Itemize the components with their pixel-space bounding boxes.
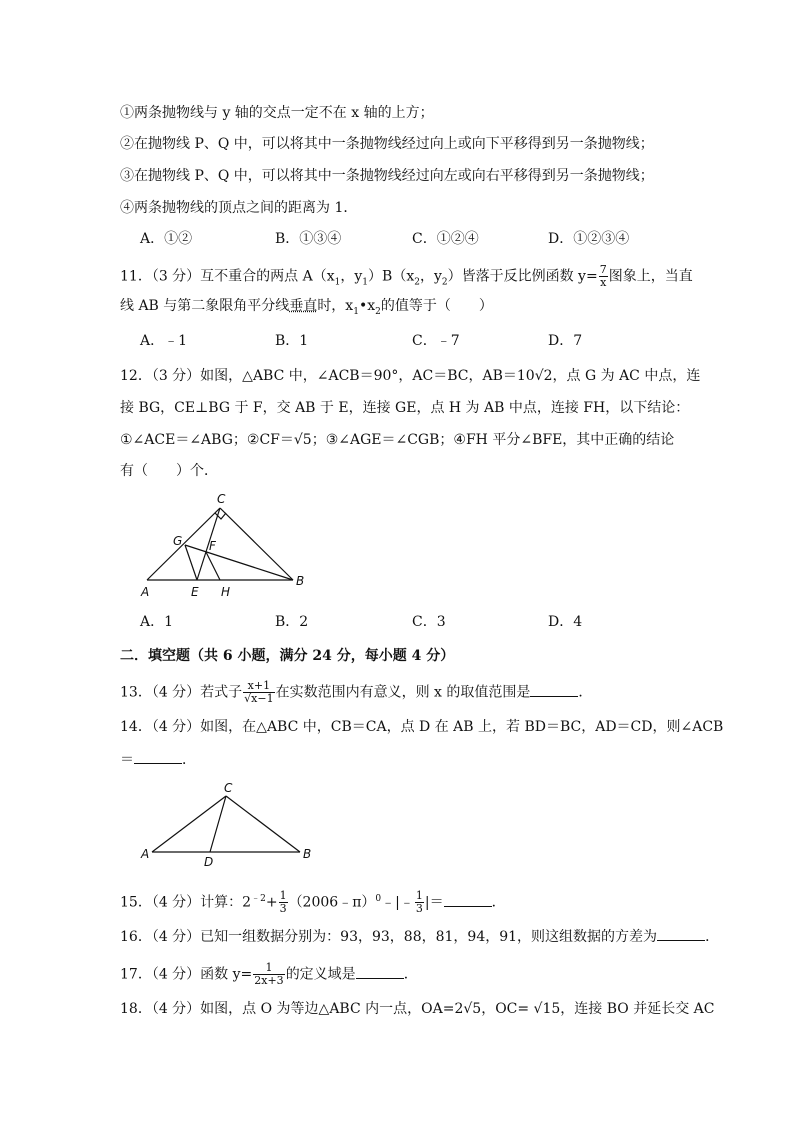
q10-option-b: B．①③④ [275, 231, 342, 247]
q10-statement-3: ③在抛物线 P、Q 中，可以将其中一条抛物线经过向左或向右平移得到另一条抛物线； [120, 168, 654, 184]
q15-fraction-1: $\frac{1}{3}$ [279, 889, 287, 916]
q14-label-c: C [224, 781, 233, 795]
q12-label-f: F [209, 539, 216, 553]
q12-line-1: 12．（3 分）如图，△ABC 中，∠ACB＝90°，AC＝BC，AB＝10√2，点 G 为 AC 中点，连 [120, 368, 701, 384]
q14-label-d: D [204, 855, 214, 868]
q14-label-a: A [141, 847, 150, 861]
q10-statement-1: ①两条抛物线与 y 轴的交点一定不在 x 轴的上方； [120, 105, 434, 121]
q13-answer-blank [530, 682, 578, 697]
q12-segment-ge [185, 545, 197, 580]
q12-figure [135, 488, 315, 603]
q14-segment-cb [226, 796, 300, 852]
q10-option-d: D．①②③④ [548, 231, 630, 247]
q15-fraction-2: $\frac{1}{3}$ [415, 889, 423, 916]
q14-figure [138, 778, 323, 868]
q12-label-a: A [141, 585, 150, 599]
q14-label-b: B [303, 847, 312, 861]
q13-fraction: $\frac{x+1}{√x-1}$ [244, 679, 274, 705]
q14-answer-blank [134, 749, 182, 764]
q15-answer-blank [444, 892, 492, 907]
q10-option-c: C．①②④ [412, 231, 479, 247]
q12-line-4: 有（ ）个． [120, 463, 218, 479]
q12-option-a: A．1 [140, 614, 174, 630]
q12-label-c: C [217, 492, 226, 506]
q17-line: 17．（4 分）函数 y= $\frac{1}{2x+3}$ 的定义域是 ． [120, 961, 418, 987]
q12-option-d: D．4 [548, 614, 583, 630]
q11-option-b: B．1 [275, 333, 309, 349]
q10-statement-2: ②在抛物线 P、Q 中，可以将其中一条抛物线经过向上或向下平移得到另一条抛物线； [120, 136, 654, 152]
q11-fraction: $\frac{7}{x}$ [599, 263, 607, 289]
q15-line: 15．（4 分）计算：$2^{﹣2}+$ $\frac{1}{3}$ （2006﹣π）$^0$﹣|﹣ $\frac{1}{3}$ |＝ ． [120, 889, 506, 916]
q17-answer-blank [356, 964, 404, 979]
q11-option-a: A．﹣1 [140, 333, 188, 349]
q14-segment-cd [210, 796, 226, 852]
q12-label-g: G [173, 534, 183, 548]
q14-line-2: ＝ ． [120, 749, 196, 770]
q12-option-c: C．3 [412, 614, 446, 630]
q12-label-e: E [191, 585, 199, 599]
q12-label-b: B [296, 574, 305, 588]
q10-statement-4: ④两条抛物线的顶点之间的距离为 1． [120, 200, 358, 216]
q11-option-d: D．7 [548, 333, 583, 349]
q14-line-1: 14．（4 分）如图，在△ABC 中，CB＝CA，点 D 在 AB 上，若 BD＝BC，AD＝CD，则∠ACB [120, 719, 724, 735]
q11-line-1: 11．（3 分）互不重合的两点 $A(x_1$，$y_1)B(x_2$，$y_2$）皆落于反比例函数 y= $\frac{7}{x}$ 图象上，当直 [120, 263, 693, 289]
q12-line-2: 接 BG，CE⊥BG 于 F，交 AB 于 E，连接 GE，点 H 为 AB 中点，连接 FH，以下结论： [120, 400, 690, 416]
q12-segment-cb [220, 508, 293, 580]
q14-segment-ac [152, 796, 226, 852]
q16-answer-blank [657, 926, 705, 941]
q11-option-c: C．﹣7 [412, 333, 460, 349]
q12-option-b: B．2 [275, 614, 309, 630]
q12-line-3: ①∠ACE＝∠ABG；②CF＝√5；③∠AGE＝∠CGB；④FH 平分∠BFE，其中正确的结论 [120, 432, 675, 448]
q10-option-a: A．①② [140, 231, 193, 247]
q16-line: 16．（4 分）已知一组数据分别为：93，93，88，81，94，91，则这组数据的方差为 ． [120, 926, 719, 947]
q11-line-2: 线 AB 与第二象限角平分线垂直时，$x_1•x_2$的值等于（ ） [120, 298, 493, 317]
q12-segment-gb [185, 545, 293, 580]
section-heading-fill-in: 二．填空题（共 6 小题，满分 24 分，每小题 4 分） [120, 648, 455, 664]
q12-label-h: H [221, 585, 231, 599]
q17-fraction: $\frac{1}{2x+3}$ [254, 961, 284, 987]
q13-line: 13．（4 分）若式子 $\frac{x+1}{√x-1}$ 在实数范围内有意义，则 x 的取值范围是 ． [120, 679, 593, 705]
q18-line-1: 18．（4 分）如图，点 O 为等边△ABC 内一点，OA=2√5，OC= √15，连接 BO 并延长交 AC [120, 1001, 715, 1017]
